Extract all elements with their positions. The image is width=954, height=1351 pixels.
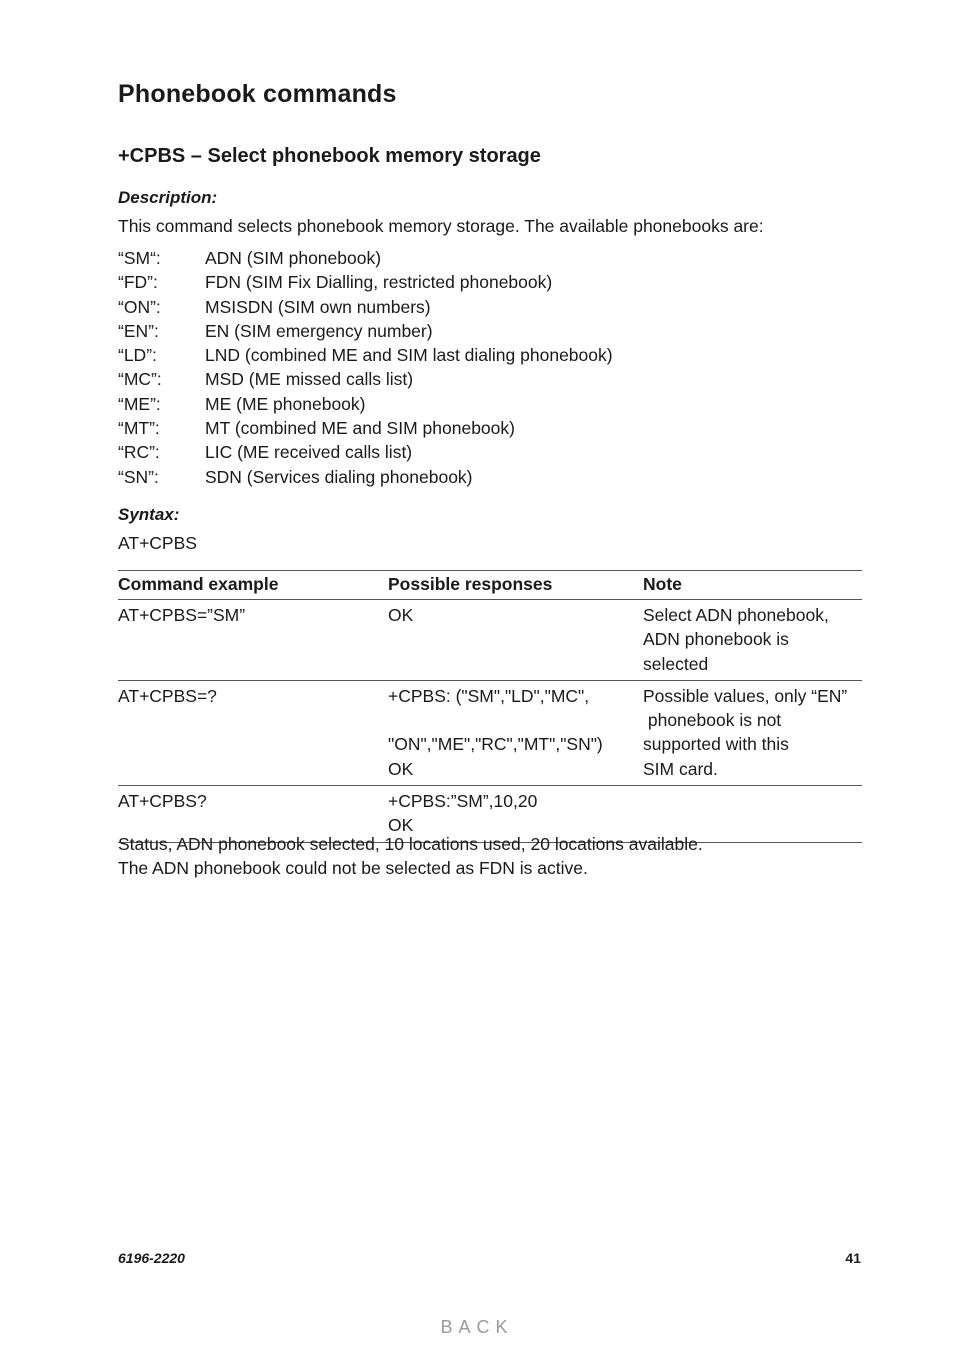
list-item (118, 319, 613, 343)
phonebook-list (118, 246, 613, 489)
list-item (118, 465, 613, 489)
phonebook-desc: ME (ME phonebook) (205, 393, 366, 414)
phonebook-code: “MT”: (118, 418, 160, 439)
phonebook-desc: LIC (ME received calls list) (205, 442, 413, 463)
note-line: ADN phonebook is (643, 629, 789, 650)
phonebook-desc: MT (combined ME and SIM phonebook) (205, 418, 515, 439)
phonebook-desc: ADN (SIM phonebook) (205, 248, 382, 268)
column-header-responses: Possible responses (388, 571, 643, 600)
list-item (118, 392, 613, 416)
column-header-command: Command example (118, 571, 388, 600)
note-line: SIM card. (643, 758, 718, 779)
phonebook-desc: MSISDN (SIM own numbers) (205, 296, 431, 317)
response-line: +CPBS: ("SM","LD","MC", (388, 685, 590, 706)
phonebook-desc: FDN (SIM Fix Dialling, restricted phonebook) (205, 272, 553, 293)
phonebook-code: “RC”: (118, 442, 160, 463)
table-row (118, 600, 862, 681)
phonebook-code: “SN”: (118, 466, 159, 487)
command-text: AT+CPBS? (118, 791, 207, 812)
response-line: "ON","ME","RC","MT","SN") (388, 734, 603, 755)
note-line: Select ADN phonebook, (643, 605, 829, 625)
list-item (118, 440, 613, 464)
phonebook-code: “LD”: (118, 345, 157, 366)
page-number: 41 (845, 1250, 861, 1266)
table-row (118, 680, 862, 785)
response-gap (388, 708, 643, 732)
response-line: OK (388, 815, 414, 836)
response-line: OK (388, 605, 414, 625)
section-heading: +CPBS – Select phonebook memory storage (118, 145, 541, 167)
response-line: OK (388, 758, 414, 779)
command-text: AT+CPBS=? (118, 685, 217, 706)
response-cell (388, 600, 643, 681)
phonebook-code: “ME”: (118, 393, 161, 414)
fdn-explanation: The ADN phonebook could not be selected as FDN is active. (118, 858, 588, 878)
phonebook-code: “EN”: (118, 320, 159, 341)
command-table (118, 570, 862, 843)
command-text: AT+CPBS=”SM” (118, 605, 246, 625)
back-link[interactable]: BACK (440, 1317, 514, 1337)
list-item (118, 295, 613, 319)
status-explanation: Status, ADN phonebook selected, 10 locations used, 20 locations available. (118, 834, 703, 854)
phonebook-desc: EN (SIM emergency number) (205, 320, 433, 341)
page-title: Phonebook commands (118, 80, 397, 108)
phonebook-code: “ON”: (118, 296, 161, 317)
note-line: phonebook is not (643, 710, 782, 731)
response-cell (388, 680, 643, 785)
table-header-row (118, 571, 862, 600)
command-cell (118, 680, 388, 785)
doc-number: 6196-2220 (118, 1250, 185, 1266)
phonebook-desc: LND (combined ME and SIM last dialing phonebook) (205, 345, 613, 366)
phonebook-code: “MC”: (118, 369, 162, 390)
list-item (118, 367, 613, 391)
note-line: selected (643, 653, 709, 674)
description-text: This command selects phonebook memory storage. The available phonebooks are: (118, 216, 764, 236)
note-cell (643, 600, 862, 681)
description-label: Description: (118, 188, 218, 207)
note-line: Possible values, only “EN” (643, 685, 848, 706)
list-item (118, 246, 613, 270)
note-line: supported with this (643, 734, 789, 755)
syntax-text: AT+CPBS (118, 533, 197, 553)
phonebook-desc: SDN (Services dialing phonebook) (205, 466, 473, 487)
note-cell (643, 680, 862, 785)
list-item (118, 343, 613, 367)
phonebook-desc: MSD (ME missed calls list) (205, 369, 414, 390)
phonebook-code: “FD”: (118, 272, 158, 293)
list-item (118, 270, 613, 294)
syntax-label: Syntax: (118, 505, 180, 524)
phonebook-code: “SM“: (118, 248, 161, 268)
command-cell (118, 600, 388, 681)
column-header-note: Note (643, 571, 862, 600)
response-line: +CPBS:”SM”,10,20 (388, 791, 538, 812)
list-item (118, 416, 613, 440)
